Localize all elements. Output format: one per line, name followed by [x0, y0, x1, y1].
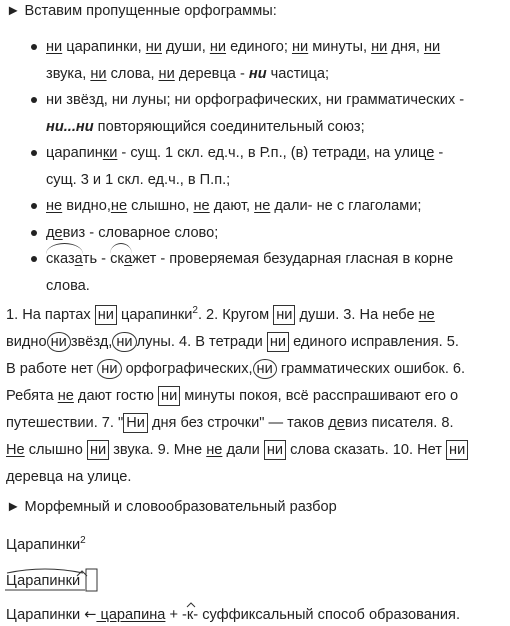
section-title: Вставим пропущенные орфограммы:	[24, 3, 277, 19]
list-item-conjunction-ni-ni: ни звёзд, ни луны; ни орфографических, ни грамматических - ни...ни повторяющийся соединительный союз;	[30, 87, 508, 140]
particle-box: ни	[87, 440, 109, 460]
conjunction-oval: ни	[112, 332, 136, 352]
exercise-text: 1. На партах ни царапинки$^2$. 2. Кругом ни души. 3. На небе не видно ни звёзд, ни луны. 4. В тетради ни единого исправления. 5. В работе нет ни орфографических, ни грамматических ошибок. 6. Ребята не дают гостю ни минуты покоя, всё расспрашивают его о путешествии. 7. " Ни дня без строчки" — таков девиз писателя. 8. Не слышно ни звука. 9. Мне не дали ни слова сказать. 10. Нет ни деревца на улице.	[6, 302, 509, 491]
section-title: Морфемный и словообразовательный разбор	[24, 499, 337, 515]
root-arc-mark: сказа	[46, 246, 83, 273]
ending: и	[71, 573, 81, 589]
conjunction-oval: ни	[253, 359, 277, 379]
particle-box: ни	[264, 440, 286, 460]
suffix-mark: к	[187, 604, 193, 626]
suffix-caret-icon	[186, 602, 196, 608]
particle-box: ни	[158, 386, 180, 406]
section-heading-orthograms	[6, 0, 277, 22]
particle-box: Ни	[123, 413, 148, 433]
root-arc-mark: ска	[110, 246, 132, 273]
suffix: к	[65, 573, 72, 589]
particle-box: ни	[95, 305, 117, 325]
list-item-noun-endings: царапинки - сущ. 1 скл. ед.ч., в Р.п., (в) тетради, на улице - сущ. 3 и 1 скл. ед.ч., в П.п.;	[30, 140, 508, 193]
list-item-particle-ni: ни царапинки, ни души, ни единого; ни минуты, ни дня, ни звука, ни слова, ни деревца - ни частица;	[30, 34, 508, 87]
emphasis-ni-ni: ни...ни	[46, 118, 94, 135]
left-arrow-icon: ←	[84, 606, 97, 623]
orthogram-list	[30, 34, 508, 299]
list-item-ne-with-verbs: не видно,не слышно, не дают, не дали- не с глаголами;	[30, 193, 508, 220]
morpheme-marks-icon	[5, 567, 105, 593]
particle-box: ни	[273, 305, 295, 325]
analyzed-word: Царапинки$^2$	[6, 535, 86, 553]
emphasis-ni: ни	[248, 65, 267, 82]
derivation-line: Царапинки ← царапина + - к- суффиксальный способ образования.	[6, 604, 460, 626]
particle-box: ни	[446, 440, 468, 460]
morpheme-parse	[6, 570, 80, 592]
conjunction-oval: ни	[47, 332, 71, 352]
triangle-marker-icon: ►	[6, 3, 21, 19]
section-heading-morphemic	[6, 496, 337, 518]
stem: Царапин	[6, 573, 66, 589]
list-item-dictionary-word: девиз - словарное слово;	[30, 220, 508, 247]
list-item-unstressed-vowel: сказать - скажет - проверяемая безударная гласная в корне слова.	[30, 246, 508, 299]
triangle-marker-icon: ►	[6, 499, 21, 515]
conjunction-oval: ни	[97, 359, 121, 379]
particle-box: ни	[267, 332, 289, 352]
